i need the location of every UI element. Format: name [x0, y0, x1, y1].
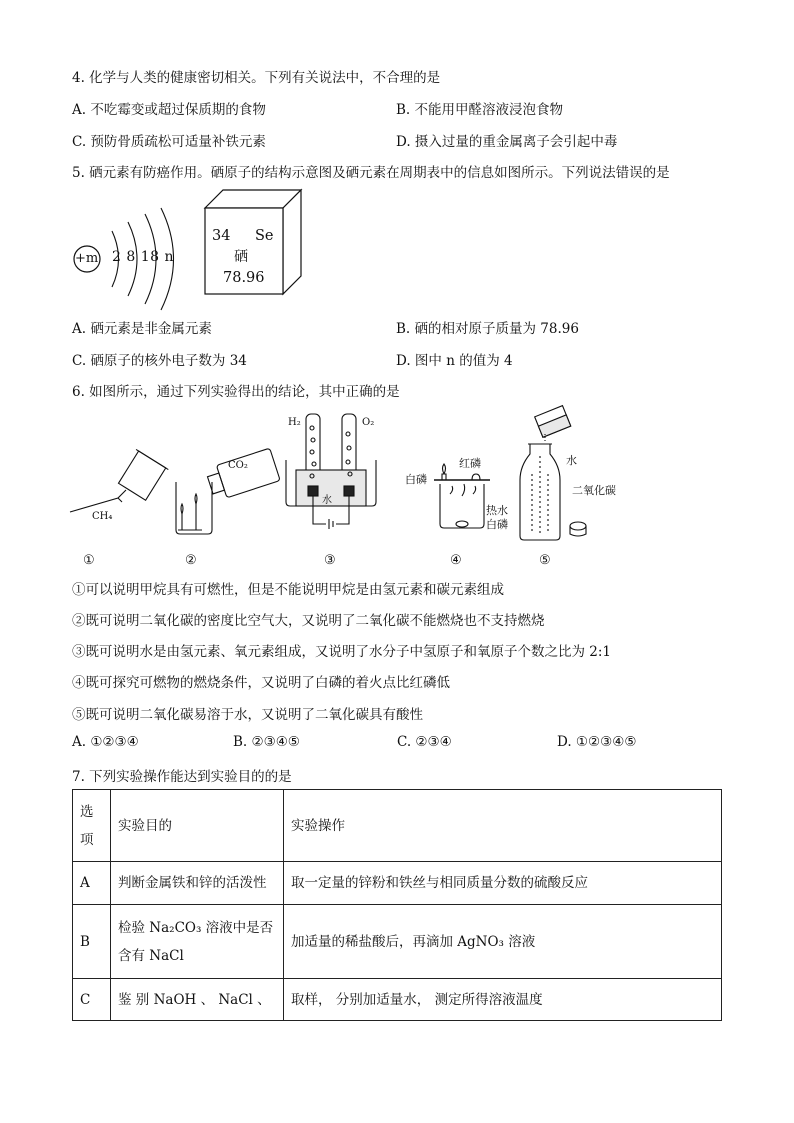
h2-label: H₂ [288, 417, 301, 428]
q4-option-a: A. 不吃霉变或超过保质期的食物 [72, 102, 266, 118]
q4-stem: 4. 化学与人类的健康密切相关。下列有关说法中，不合理的是 [72, 70, 441, 86]
white-phosphorus-underwater-label: 白磷 [486, 518, 508, 531]
q5-option-c: C. 硒原子的核外电子数为 34 [72, 353, 247, 369]
hot-water-label: 热水 [486, 504, 508, 517]
row-operation: 取样， 分别加适量水， 测定所得溶液温度 [284, 979, 722, 1021]
row-purpose-cell [111, 905, 284, 979]
row-key: A [73, 862, 111, 905]
white-phosphorus-label: 白磷 [405, 473, 427, 486]
atomic-mass: 78.96 [223, 270, 265, 286]
q6-stem: 6. 如图所示，通过下列实验得出的结论，其中正确的是 [72, 384, 400, 400]
co2-name-label: 二氧化碳 [572, 484, 616, 497]
co2-bottle-label: CO₂ [228, 460, 248, 471]
element-name: 硒 [234, 249, 248, 265]
header-operation: 实验操作 [284, 790, 722, 862]
q6-statement-1: ①可以说明甲烷具有可燃性，但是不能说明甲烷是由氢元素和碳元素组成 [72, 582, 504, 598]
q4-option-d: D. 摄入过量的重金属离子会引起中毒 [396, 134, 618, 150]
row-key: C [73, 979, 111, 1021]
row-purpose: 鉴 别 NaOH 、 NaCl 、 [111, 979, 284, 1021]
header-purpose: 实验目的 [111, 790, 284, 862]
row-key: B [73, 905, 111, 979]
q6-statement-5: ⑤既可说明二氧化碳易溶于水，又说明了二氧化碳具有酸性 [72, 707, 423, 723]
q6-statement-2: ②既可说明二氧化碳的密度比空气大，又说明了二氧化碳不能燃烧也不支持燃烧 [72, 613, 545, 629]
q6-option-d: D. ①②③④⑤ [557, 734, 637, 750]
table-header-row [73, 790, 722, 862]
fig-number-4: ④ [450, 553, 462, 568]
q4-option-c: C. 预防骨质疏松可适量补铁元素 [72, 134, 266, 150]
q6-option-c: C. ②③④ [397, 734, 452, 750]
q7-table [72, 789, 722, 1021]
q4-option-b: B. 不能用甲醛溶液浸泡食物 [396, 102, 564, 118]
element-symbol: Se [255, 228, 274, 244]
o2-label: O₂ [362, 417, 375, 428]
table-row [73, 979, 722, 1021]
q7-stem: 7. 下列实验操作能达到实验目的的是 [72, 769, 292, 785]
header-option-2: 项 [80, 831, 94, 848]
q5-stem: 5. 硒元素有防癌作用。硒原子的结构示意图及硒元素在周期表中的信息如图所示。下列说法错误的是 [72, 165, 670, 181]
q5-option-b: B. 硒的相对原子质量为 78.96 [396, 321, 579, 337]
table-row [73, 862, 722, 905]
row-operation: 加适量的稀盐酸后，再滴加 AgNO₃ 溶液 [284, 905, 722, 979]
fig-number-2: ② [185, 553, 197, 568]
water-cup-label: 水 [566, 454, 577, 467]
row-operation: 取一定量的锌粉和铁丝与相同质量分数的硫酸反应 [284, 862, 722, 905]
nucleus-label: +m [75, 251, 99, 266]
header-option-cell [73, 790, 111, 862]
atomic-number: 34 [212, 228, 231, 244]
q6-option-a: A. ①②③④ [72, 734, 139, 750]
q5-option-d: D. 图中 n 的值为 4 [396, 353, 513, 369]
fig-number-5: ⑤ [539, 553, 551, 568]
row-purpose: 判断金属铁和锌的活泼性 [111, 862, 284, 905]
q5-option-a: A. 硒元素是非金属元素 [72, 321, 212, 337]
row-purpose-line-1: 检验 Na₂CO₃ 溶液中是否 [118, 919, 274, 936]
water-label: 水 [322, 495, 332, 506]
fig-number-3: ③ [324, 553, 336, 568]
row-purpose-line-2: 含有 NaCl [118, 947, 184, 964]
q6-statement-3: ③既可说明水是由氢元素、氧元素组成，又说明了水分子中氢原子和氧原子个数之比为 2:1 [72, 644, 612, 660]
ch4-label: CH₄ [92, 511, 113, 522]
table-row [73, 905, 722, 979]
red-phosphorus-label: 红磷 [459, 457, 481, 470]
q6-option-b: B. ②③④⑤ [233, 734, 300, 750]
header-option-1: 选 [80, 803, 94, 820]
fig-number-1: ① [83, 553, 95, 568]
shell-electrons: 2 8 18 n [112, 249, 174, 265]
experiment-figure [68, 404, 628, 569]
q6-statement-4: ④既可探究可燃物的燃烧条件，又说明了白磷的着火点比红磷低 [72, 675, 450, 691]
